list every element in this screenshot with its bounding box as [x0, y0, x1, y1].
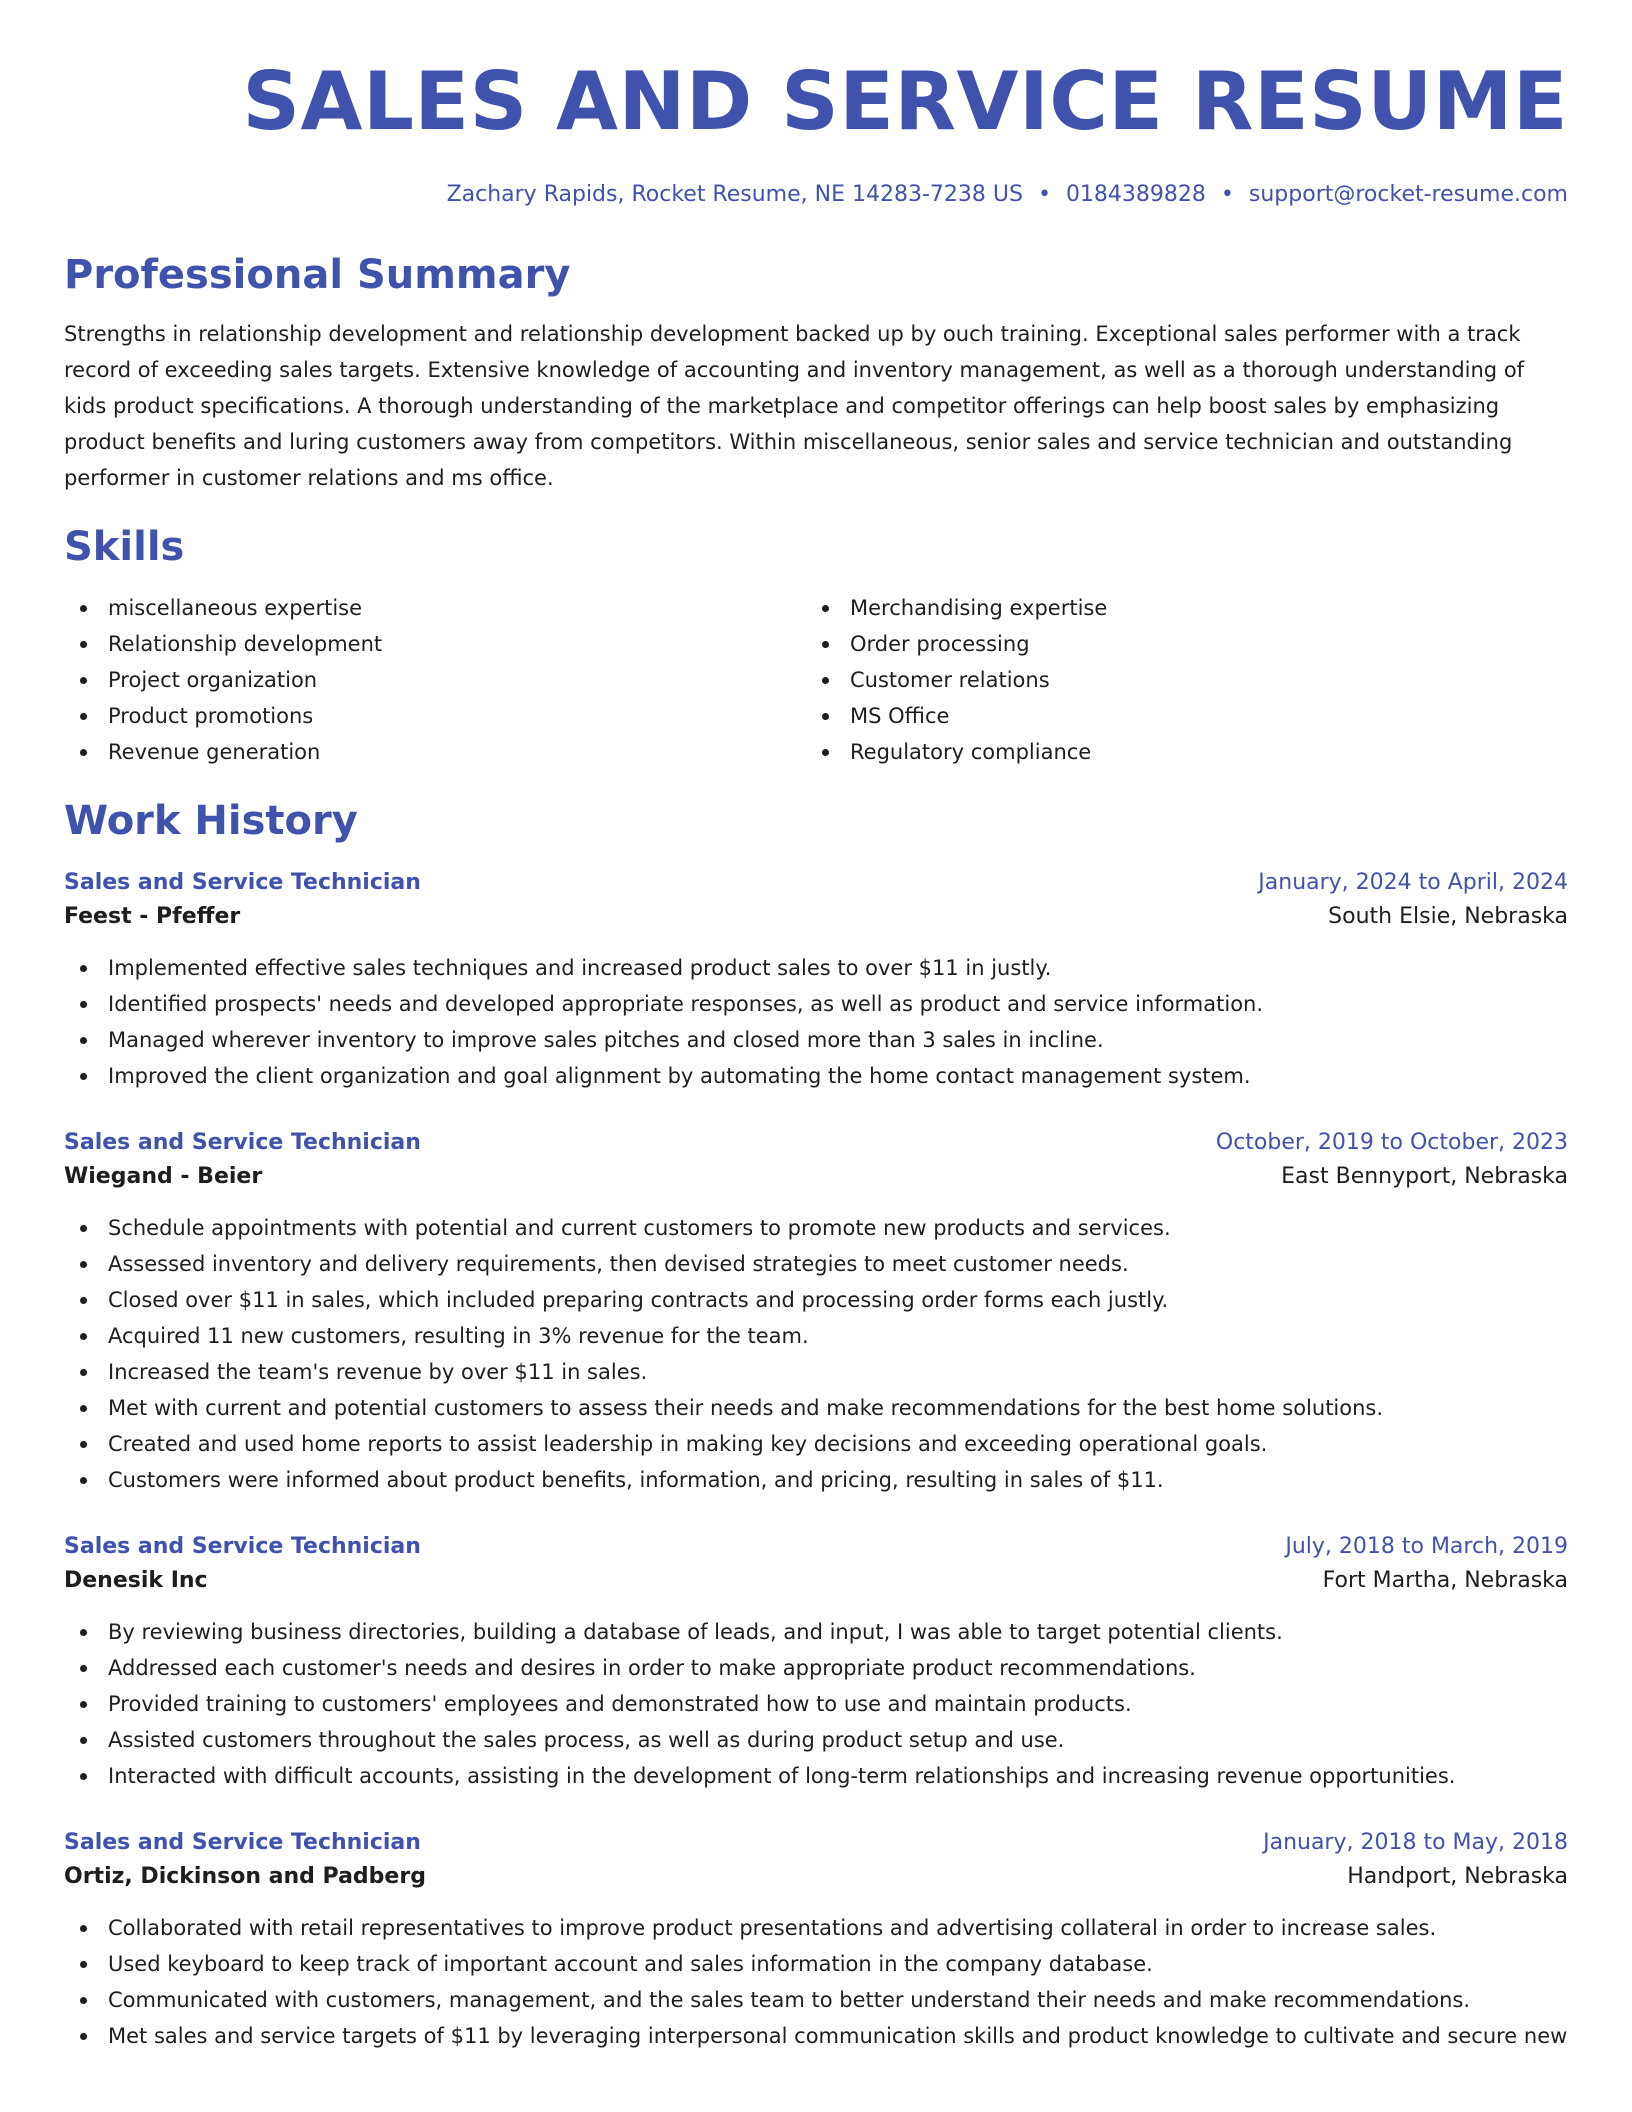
job-entry	[64, 1828, 1568, 2054]
job-bullet: Collaborated with retail representatives to improve product presentations and advertising collateral in order to increase sales.	[64, 1910, 1568, 1946]
job-bullet: Acquired 11 new customers, resulting in 3% revenue for the team.	[64, 1318, 1568, 1354]
job-title-row	[64, 1828, 1568, 1858]
skill-item: Revenue generation	[64, 734, 806, 770]
job-title-row	[64, 868, 1568, 898]
job-bullet: Increased the team's revenue by over $11 in sales.	[64, 1354, 1568, 1390]
skills-list-right	[806, 590, 1548, 770]
job-bullet: Met sales and service targets of $11 by leveraging interpersonal communication skills and product knowledge to cultivate and secure new	[64, 2018, 1568, 2054]
job-bullet: Provided training to customers' employees and demonstrated how to use and maintain products.	[64, 1686, 1568, 1722]
job-bullet: Improved the client organization and goal alignment by automating the home contact management system.	[64, 1058, 1568, 1094]
contact-line	[64, 180, 1568, 210]
contact-separator: •	[1037, 182, 1051, 207]
job-bullets	[64, 1910, 1568, 2054]
job-company: Feest - Pfeffer	[64, 904, 241, 929]
job-title: Sales and Service Technician	[64, 1130, 421, 1155]
contact-address: Zachary Rapids, Rocket Resume, NE 14283-7238 US	[446, 182, 1023, 207]
skill-item: Order processing	[806, 626, 1548, 662]
work-history-section	[64, 796, 1568, 2054]
skills-columns	[64, 590, 1568, 770]
job-entry	[64, 1128, 1568, 1498]
job-bullet: Assessed inventory and delivery requirements, then devised strategies to meet customer needs.	[64, 1246, 1568, 1282]
resume-title: SALES AND SERVICE RESUME	[242, 55, 1568, 148]
job-bullets	[64, 950, 1568, 1094]
job-bullet: By reviewing business directories, building a database of leads, and input, I was able to target potential clients.	[64, 1614, 1568, 1650]
skill-item: MS Office	[806, 698, 1548, 734]
job-entry	[64, 868, 1568, 1094]
job-bullet: Met with current and potential customers to assess their needs and make recommendations for the best home solutions.	[64, 1390, 1568, 1426]
job-title-row	[64, 1128, 1568, 1158]
job-bullets	[64, 1210, 1568, 1498]
job-company-row	[64, 1858, 1568, 1896]
job-company: Wiegand - Beier	[64, 1164, 263, 1189]
job-dates: January, 2024 to April, 2024	[1258, 870, 1568, 895]
contact-phone: 0184389828	[1065, 182, 1206, 207]
skills-section	[64, 522, 1568, 770]
job-location: East Bennyport, Nebraska	[1281, 1164, 1568, 1189]
skills-list-left	[64, 590, 806, 770]
job-dates: October, 2019 to October, 2023	[1215, 1130, 1568, 1155]
job-bullet: Interacted with difficult accounts, assisting in the development of long-term relationships and increasing revenue opportunities.	[64, 1758, 1568, 1794]
summary-section	[64, 250, 1568, 496]
job-company-row	[64, 1562, 1568, 1600]
skill-item: Customer relations	[806, 662, 1548, 698]
job-bullet: Created and used home reports to assist leadership in making key decisions and exceeding operational goals.	[64, 1426, 1568, 1462]
skill-item: Project organization	[64, 662, 806, 698]
job-bullet: Identified prospects' needs and developed appropriate responses, as well as product and service information.	[64, 986, 1568, 1022]
job-dates: January, 2018 to May, 2018	[1263, 1830, 1568, 1855]
job-bullet: Assisted customers throughout the sales process, as well as during product setup and use.	[64, 1722, 1568, 1758]
job-bullet: Schedule appointments with potential and current customers to promote new products and services.	[64, 1210, 1568, 1246]
job-bullet: Closed over $11 in sales, which included preparing contracts and processing order forms each justly.	[64, 1282, 1568, 1318]
job-location: South Elsie, Nebraska	[1328, 904, 1568, 929]
job-bullet: Implemented effective sales techniques and increased product sales to over $11 in justly.	[64, 950, 1568, 986]
job-bullet: Used keyboard to keep track of important account and sales information in the company database.	[64, 1946, 1568, 1982]
skills-heading: Skills	[64, 524, 185, 570]
job-company-row	[64, 1158, 1568, 1196]
job-company-row	[64, 898, 1568, 936]
skill-item: Relationship development	[64, 626, 806, 662]
skills-column-right	[806, 590, 1548, 770]
job-location: Fort Martha, Nebraska	[1322, 1568, 1568, 1593]
job-bullet: Managed wherever inventory to improve sales pitches and closed more than 3 sales in incline.	[64, 1022, 1568, 1058]
job-entry	[64, 1532, 1568, 1794]
job-title: Sales and Service Technician	[64, 1830, 421, 1855]
skill-item: Product promotions	[64, 698, 806, 734]
job-company: Denesik Inc	[64, 1568, 208, 1593]
skills-column-left	[64, 590, 806, 770]
job-title: Sales and Service Technician	[64, 870, 421, 895]
job-title: Sales and Service Technician	[64, 1534, 421, 1559]
summary-text: Strengths in relationship development and relationship development backed up by ouch training. Exceptional sales performer with a track record of exceeding sales targets. Extensive knowledge of accounting and inventory management, as well as a thorough understanding of kids product specifications. A thorough understanding of the marketplace and competitor offerings can help boost sales by emphasizing product benefits and luring customers away from competitors. Within miscellaneous, senior sales and service technician and outstanding performer in customer relations and ms office.	[64, 322, 1525, 490]
job-bullet: Customers were informed about product benefits, information, and pricing, resulting in sales of $11.	[64, 1462, 1568, 1498]
job-bullets	[64, 1614, 1568, 1794]
resume-page	[64, 0, 1568, 2112]
job-bullet: Communicated with customers, management, and the sales team to better understand their needs and make recommendations.	[64, 1982, 1568, 2018]
job-bullet: Addressed each customer's needs and desires in order to make appropriate product recommendations.	[64, 1650, 1568, 1686]
job-title-row	[64, 1532, 1568, 1562]
job-dates: July, 2018 to March, 2019	[1285, 1534, 1568, 1559]
contact-separator: •	[1220, 182, 1234, 207]
job-company: Ortiz, Dickinson and Padberg	[64, 1864, 426, 1889]
job-location: Handport, Nebraska	[1347, 1864, 1568, 1889]
contact-email[interactable]: support@rocket-resume.com	[1248, 182, 1568, 207]
summary-heading: Professional Summary	[64, 252, 571, 298]
work-history-heading: Work History	[64, 798, 358, 844]
skill-item: miscellaneous expertise	[64, 590, 806, 626]
skill-item: Regulatory compliance	[806, 734, 1548, 770]
skill-item: Merchandising expertise	[806, 590, 1548, 626]
